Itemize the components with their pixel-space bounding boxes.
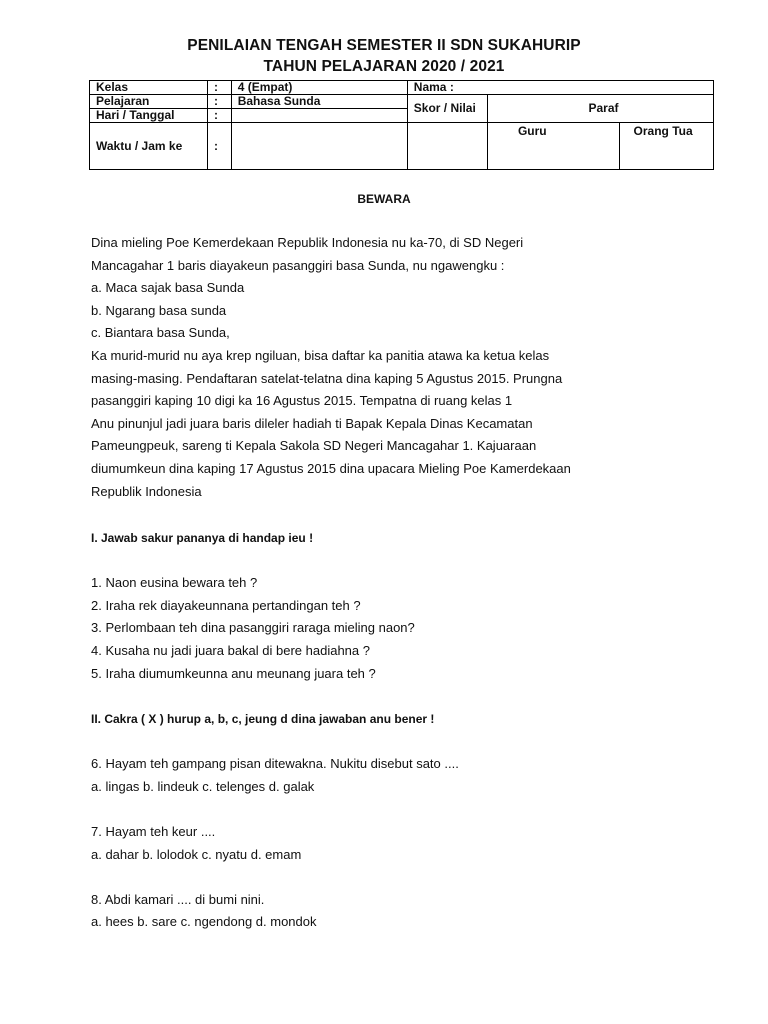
colon: :: [208, 123, 232, 170]
nama-label: Nama :: [407, 81, 713, 95]
question-6: 6. Hayam teh gampang pisan ditewakna. Nukitu disebut sato ....: [91, 756, 459, 772]
bewara-line: Mancagahar 1 baris diayakeun pasanggiri basa Sunda, nu ngawengku :: [91, 257, 505, 273]
question-7-options: a. dahar b. lolodok c. nyatu d. emam: [91, 846, 302, 862]
section-1-heading: I. Jawab sakur pananya di handap ieu !: [91, 531, 314, 545]
section-1: [91, 527, 415, 685]
bewara-line: Pameungpeuk, sareng ti Kepala Sakola SD Negeri Mancagahar 1. Kajuaraan: [91, 438, 537, 454]
colon: :: [208, 95, 232, 109]
academic-year: TAHUN PELAJARAN 2020 / 2021: [263, 58, 505, 75]
question-8-options: a. hees b. sare c. ngendong d. mondok: [91, 914, 317, 930]
bewara-line: b. Ngarang basa sunda: [91, 302, 227, 318]
section-2-heading: II. Cakra ( X ) hurup a, b, c, jeung d dina jawaban anu bener !: [91, 712, 435, 726]
skor-value: [407, 123, 487, 170]
bewara-line: c. Biantara basa Sunda,: [91, 325, 230, 341]
bewara-text: [91, 232, 571, 503]
question-7: 7. Hayam teh keur ....: [91, 823, 216, 839]
pelajaran-value: Bahasa Sunda: [231, 95, 407, 109]
bewara-line: Republik Indonesia: [91, 483, 202, 499]
exam-title: PENILAIAN TENGAH SEMESTER II SDN SUKAHURIP: [187, 37, 581, 54]
question-item: 3. Perlombaan teh dina pasanggiri raraga mieling naon?: [91, 620, 415, 636]
question-item: 2. Iraha rek diayakeunnana pertandingan teh ?: [91, 597, 361, 613]
question-item: 5. Iraha diumumkeunna anu meunang juara teh ?: [91, 665, 376, 681]
hari-value: [231, 109, 407, 123]
kelas-value: 4 (Empat): [231, 81, 407, 95]
paraf-label: Paraf: [487, 95, 713, 123]
kelas-label: Kelas: [90, 81, 208, 95]
colon: :: [208, 109, 232, 123]
waktu-label: Waktu / Jam ke: [90, 123, 208, 170]
guru-label: Guru: [487, 123, 619, 170]
question-8: 8. Abdi kamari .... di bumi nini.: [91, 891, 265, 907]
bewara-line: Anu pinunjul jadi juara baris dileler hadiah ti Bapak Kepala Dinas Kecamatan: [91, 415, 533, 431]
question-item: 1. Naon eusina bewara teh ?: [91, 575, 258, 591]
bewara-line: pasanggiri kaping 10 digi ka 16 Agustus 2015. Tempatna di ruang kelas 1: [91, 393, 513, 409]
bewara-line: a. Maca sajak basa Sunda: [91, 280, 245, 296]
bewara-line: diumumkeun dina kaping 17 Agustus 2015 dina upacara Mieling Poe Kamerdekaan: [91, 460, 571, 476]
bewara-line: masing-masing. Pendaftaran satelat-telatna dina kaping 5 Agustus 2015. Prungna: [91, 370, 563, 386]
student-info-table: [89, 80, 714, 170]
ortu-label: Orang Tua: [619, 123, 713, 170]
waktu-value: [231, 123, 407, 170]
question-6-options: a. lingas b. lindeuk c. telenges d. galak: [91, 778, 315, 794]
pelajaran-label: Pelajaran: [90, 95, 208, 109]
bewara-heading: BEWARA: [357, 192, 411, 206]
bewara-line: Ka murid-murid nu aya krep ngiluan, bisa daftar ka panitia atawa ka ketua kelas: [91, 347, 550, 363]
colon: :: [208, 81, 232, 95]
question-item: 4. Kusaha nu jadi juara bakal di bere hadiahna ?: [91, 642, 370, 658]
hari-label: Hari / Tanggal: [90, 109, 208, 123]
bewara-line: Dina mieling Poe Kemerdekaan Republik Indonesia nu ka-70, di SD Negeri: [91, 235, 524, 250]
section-2: [91, 708, 459, 934]
skor-label: Skor / Nilai: [407, 95, 487, 123]
